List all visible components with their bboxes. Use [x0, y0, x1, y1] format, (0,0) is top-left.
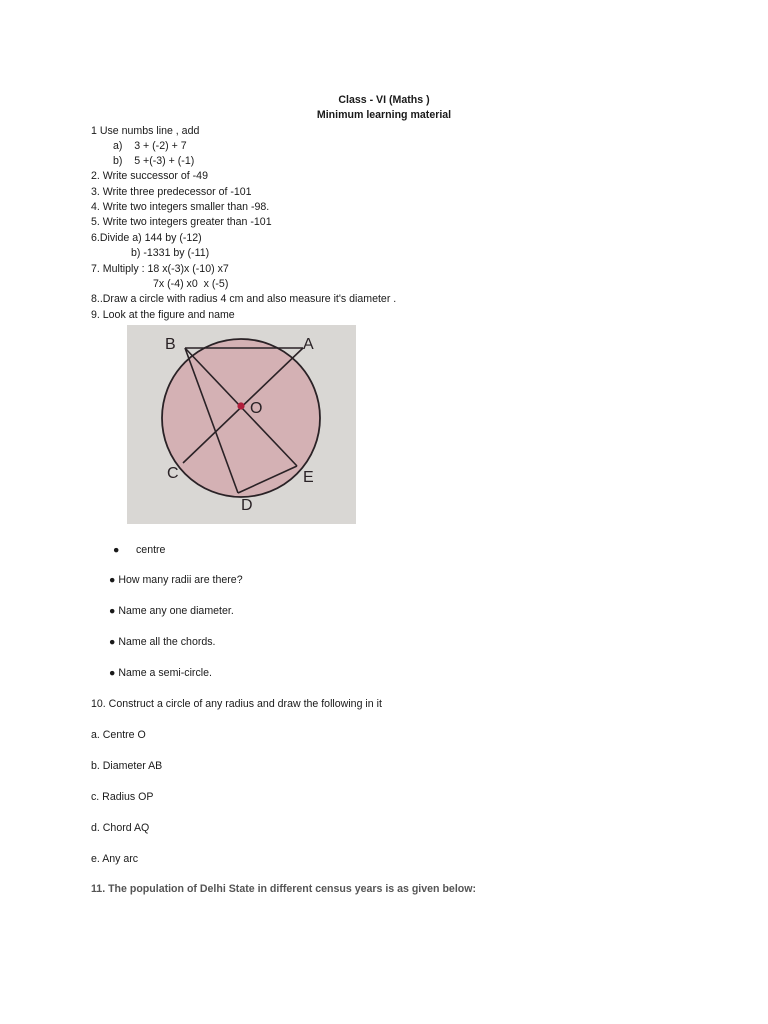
label-d: D	[241, 497, 253, 514]
bullet-2: ● How many radii are there?	[109, 574, 243, 586]
question-10a: a. Centre O	[91, 729, 146, 741]
label-a: A	[303, 336, 314, 353]
question-3: 3. Write three predecessor of -101	[91, 186, 252, 198]
question-10d: d. Chord AQ	[91, 822, 150, 834]
label-e: E	[303, 469, 314, 486]
question-4: 4. Write two integers smaller than -98.	[91, 201, 270, 213]
question-10c: c. Radius OP	[91, 791, 154, 803]
bullet-3: ● Name any one diameter.	[109, 605, 234, 617]
document-subtitle: Minimum learning material	[316, 109, 452, 121]
question-6a: 6.Divide a) 144 by (-12)	[91, 232, 202, 244]
question-1: 1 Use numbs line , add	[91, 125, 200, 137]
circle	[162, 339, 320, 497]
document-title: Class - VI (Maths )	[338, 94, 430, 106]
centre-dot	[237, 402, 244, 409]
question-1a: a) 3 + (-2) + 7	[113, 140, 187, 152]
label-b: B	[165, 336, 176, 353]
circle-figure	[127, 325, 356, 524]
question-6b: b) -1331 by (-11)	[131, 247, 210, 259]
question-2: 2. Write successor of -49	[91, 170, 208, 182]
question-10b: b. Diameter AB	[91, 760, 163, 772]
label-o: O	[250, 400, 263, 417]
question-8: 8..Draw a circle with radius 4 cm and also measure it's diameter .	[91, 293, 397, 305]
bullet-4: ● Name all the chords.	[109, 636, 216, 648]
label-c: C	[167, 465, 179, 482]
bullet-1: centre	[136, 544, 166, 556]
question-1b: b) 5 +(-3) + (-1)	[113, 155, 195, 167]
bullet-1-mark: ●	[113, 544, 120, 556]
question-7a: 7. Multiply : 18 x(-3)x (-10) x7	[91, 263, 229, 275]
question-11: 11. The population of Delhi State in different census years is as given below:	[91, 883, 476, 895]
bullet-5: ● Name a semi-circle.	[109, 667, 212, 679]
question-7b: 7x (-4) x0 x (-5)	[153, 278, 229, 290]
question-5: 5. Write two integers greater than -101	[91, 216, 272, 228]
question-9: 9. Look at the figure and name	[91, 309, 235, 321]
question-10e: e. Any arc	[91, 853, 139, 865]
question-10: 10. Construct a circle of any radius and draw the following in it	[91, 698, 382, 710]
